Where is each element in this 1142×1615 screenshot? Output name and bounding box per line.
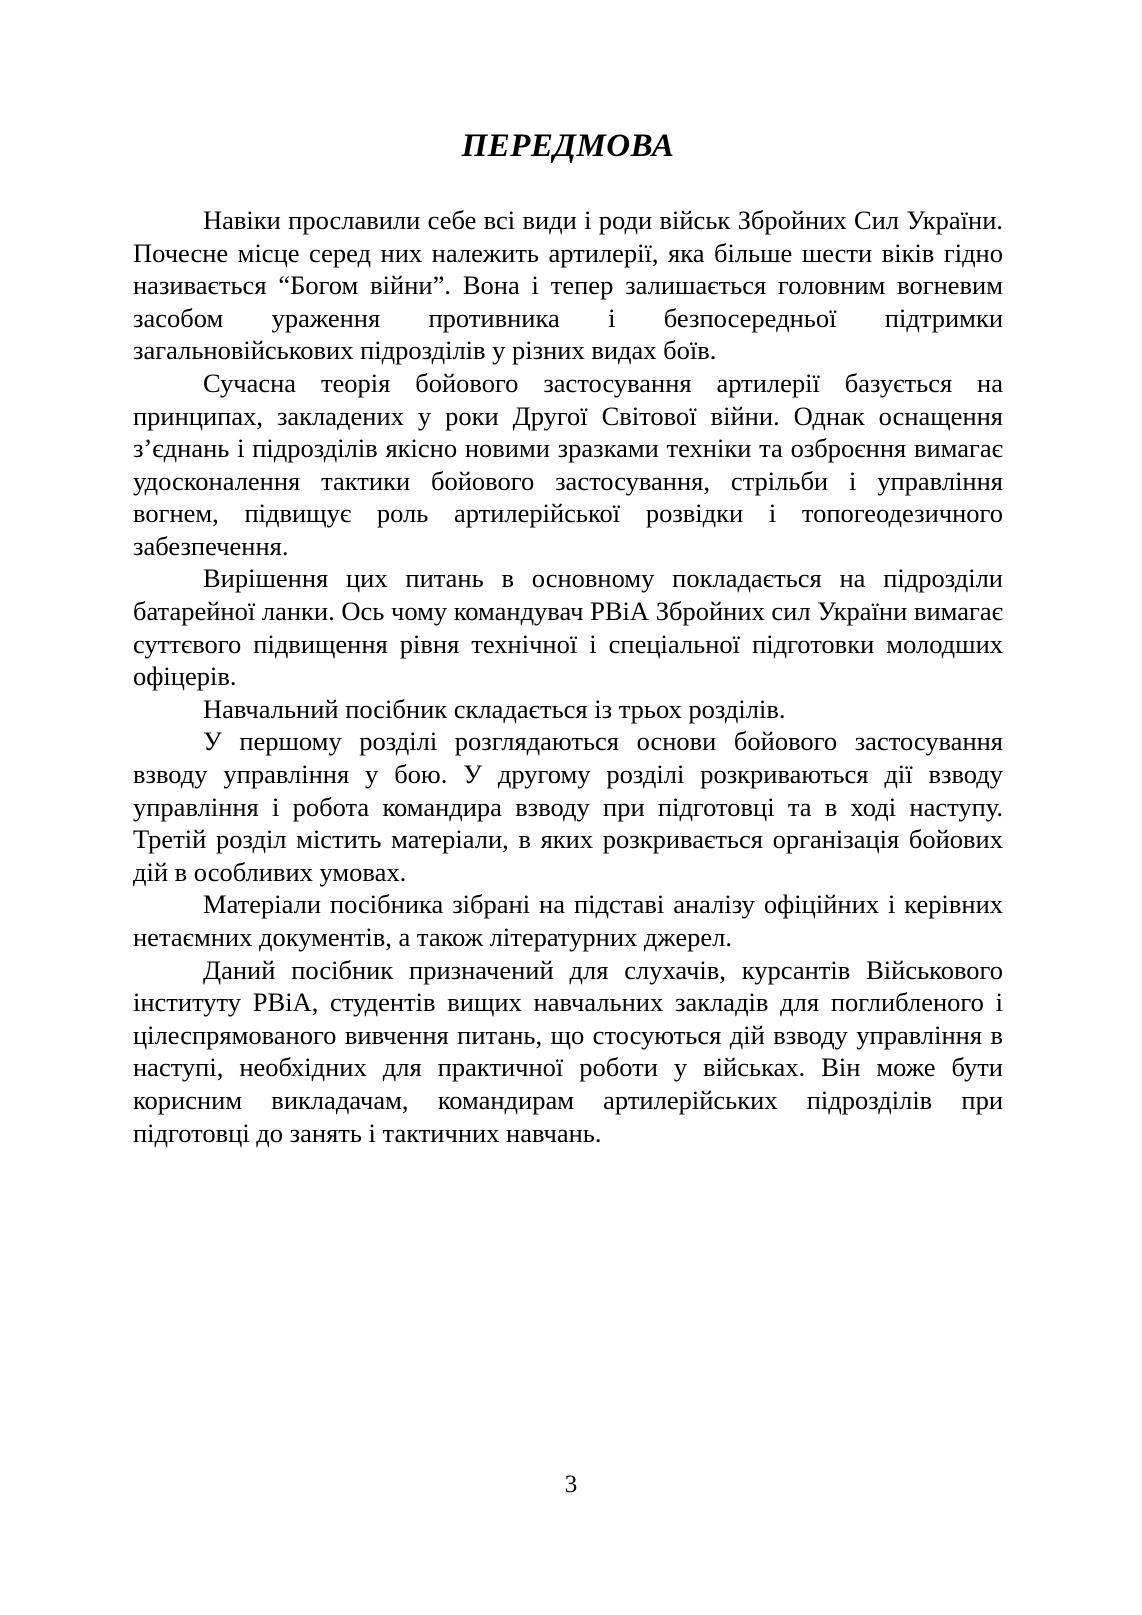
paragraph: Даний посібник призначений для слухачів, курсантів Військового інституту РВіА, студентів вищих навчальних закладів для поглибленого і цілеспрямованого вивчення питань, що стосуються дій взводу управління в наступі, необхідних для практичної роботи у військах. Він може бути корисним викладачам, командирам артилерійських підрозділів при підготовці до занять і тактичних навчань. xyxy=(133,954,1003,1148)
paragraph: Вирішення цих питань в основному покладається на підрозділи батарейної ланки. Ось чому командувач РВіА Збройних сил України вимагає суттєвого підвищення рівня технічної і спеціальної підготовки молодших офіцерів. xyxy=(133,563,1003,692)
page-title: ПЕРЕДМОВА xyxy=(461,128,675,164)
page-number: 3 xyxy=(564,1471,578,1498)
paragraph: У першому розділі розглядаються основи бойового застосування взводу управління у бою. У другому розділі розкриваються дії взводу управління і робота командира взводу при підготовці та в ході наступу. Третій розділ містить матеріали, в яких розкривається організація бойових дій в особливих умовах. xyxy=(133,726,1003,887)
paragraph: Навіки прославили себе всі види і роди військ Збройних Сил України. Почесне місце серед них належить артилерії, яка більше шести віків гідно називається “Богом війни”. Вона і тепер залишається головним вогневим засобом ураження противника і безпосередньої підтримки загальновійськових підрозділів у різних видах боїв. xyxy=(133,204,1003,366)
paragraph: Навчальний посібник складається із трьох розділів. xyxy=(203,693,786,724)
paragraph: Сучасна теорія бойового застосування артилерії базується на принципах, закладених у роки Другої Світової війни. Однак оснащення з’єднань і підрозділів якісно новими зразками техніки та озброєння вимагає удосконалення тактики бойового застосування, стрільби і управління вогнем, підвищує роль артилерійської розвідки і топогеодезичного забезпечення. xyxy=(133,367,1003,561)
paragraph: Матеріали посібника зібрані на підставі аналізу офіційних і керівних нетаємних документів, а також літературних джерел. xyxy=(133,889,1003,952)
preface-body xyxy=(133,204,1003,1149)
page-content xyxy=(133,128,1003,1149)
